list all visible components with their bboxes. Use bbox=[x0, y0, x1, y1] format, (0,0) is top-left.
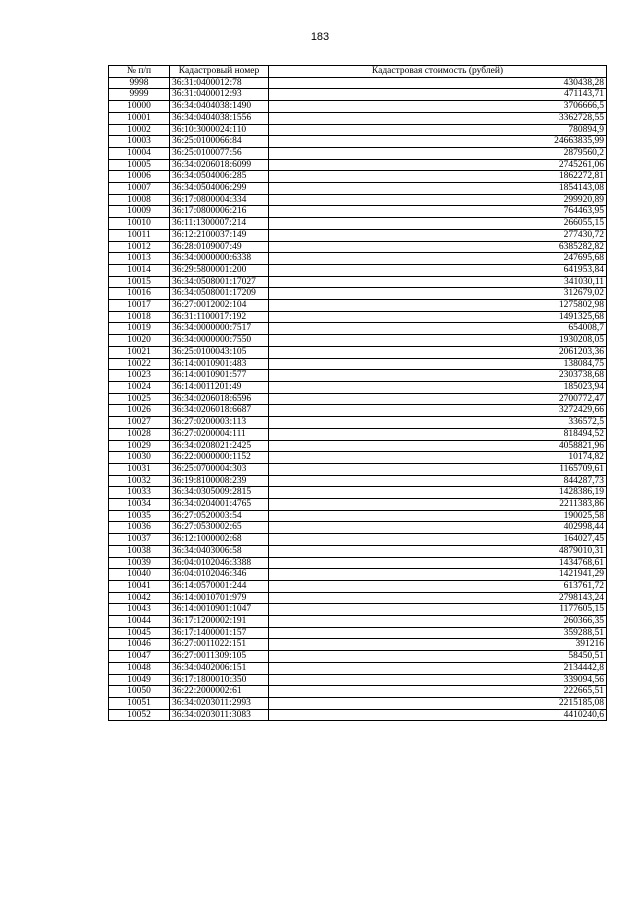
row-number-cell: 9998 bbox=[109, 77, 170, 89]
table-row bbox=[109, 522, 607, 534]
row-number-cell: 10004 bbox=[109, 147, 170, 159]
row-number-cell: 10020 bbox=[109, 335, 170, 347]
table-row bbox=[109, 393, 607, 405]
cadastral-number-cell: 36:34:0206018:6596 bbox=[170, 393, 269, 405]
cadastral-value-cell: 222665,51 bbox=[269, 686, 607, 698]
table-row bbox=[109, 136, 607, 148]
cadastral-number-cell: 36:17:0800004:334 bbox=[170, 194, 269, 206]
row-number-cell: 10050 bbox=[109, 686, 170, 698]
cadastral-value-cell: 1428386,19 bbox=[269, 487, 607, 499]
table-row bbox=[109, 300, 607, 312]
cadastral-number-cell: 36:27:0011309:105 bbox=[170, 651, 269, 663]
cadastral-number-cell: 36:17:1800010:350 bbox=[170, 674, 269, 686]
cadastral-value-cell: 1491325,68 bbox=[269, 311, 607, 323]
row-number-cell: 10026 bbox=[109, 405, 170, 417]
table-row bbox=[109, 206, 607, 218]
cadastral-value-cell: 1177605,15 bbox=[269, 604, 607, 616]
cadastral-value-cell: 2700772,47 bbox=[269, 393, 607, 405]
row-number-cell: 10010 bbox=[109, 218, 170, 230]
cadastral-value-cell: 58450,51 bbox=[269, 651, 607, 663]
row-number-cell: 10048 bbox=[109, 662, 170, 674]
table-row bbox=[109, 697, 607, 709]
table-row bbox=[109, 229, 607, 241]
row-number-cell: 10023 bbox=[109, 370, 170, 382]
cadastral-value-cell: 247695,68 bbox=[269, 253, 607, 265]
cadastral-value-cell: 164027,45 bbox=[269, 534, 607, 546]
cadastral-value-cell: 613761,72 bbox=[269, 580, 607, 592]
table-row bbox=[109, 627, 607, 639]
row-number-cell: 10032 bbox=[109, 475, 170, 487]
cadastral-number-cell: 36:25:0100043:105 bbox=[170, 346, 269, 358]
cadastral-number-cell: 36:31:1100017:192 bbox=[170, 311, 269, 323]
cadastral-value-cell: 10174,82 bbox=[269, 452, 607, 464]
row-number-cell: 10000 bbox=[109, 101, 170, 113]
cadastral-value-cell: 430438,28 bbox=[269, 77, 607, 89]
row-number-cell: 10033 bbox=[109, 487, 170, 499]
table-row bbox=[109, 417, 607, 429]
cadastral-number-cell: 36:34:0508001:17027 bbox=[170, 276, 269, 288]
table-row bbox=[109, 241, 607, 253]
table-row bbox=[109, 569, 607, 581]
cadastral-number-cell: 36:14:0010901:577 bbox=[170, 370, 269, 382]
row-number-cell: 10034 bbox=[109, 499, 170, 511]
row-number-cell: 10009 bbox=[109, 206, 170, 218]
row-number-cell: 10019 bbox=[109, 323, 170, 335]
cadastral-number-cell: 36:31:0400012:93 bbox=[170, 89, 269, 101]
cadastral-value-cell: 1275802,98 bbox=[269, 300, 607, 312]
header-cadastral-value: Кадастровая стоимость (рублей) bbox=[269, 66, 607, 78]
row-number-cell: 10006 bbox=[109, 171, 170, 183]
row-number-cell: 10003 bbox=[109, 136, 170, 148]
cadastral-number-cell: 36:27:0012002:104 bbox=[170, 300, 269, 312]
table-row bbox=[109, 557, 607, 569]
table-row bbox=[109, 101, 607, 113]
cadastral-number-cell: 36:34:0404038:1490 bbox=[170, 101, 269, 113]
cadastral-number-cell: 36:34:0508001:17209 bbox=[170, 288, 269, 300]
table-row bbox=[109, 604, 607, 616]
row-number-cell: 10016 bbox=[109, 288, 170, 300]
table-row bbox=[109, 510, 607, 522]
cadastral-value-cell: 1421941,29 bbox=[269, 569, 607, 581]
row-number-cell: 10046 bbox=[109, 639, 170, 651]
cadastral-number-cell: 36:34:0203011:2993 bbox=[170, 697, 269, 709]
table-row bbox=[109, 592, 607, 604]
row-number-cell: 10041 bbox=[109, 580, 170, 592]
cadastral-value-cell: 6385282,82 bbox=[269, 241, 607, 253]
cadastral-number-cell: 36:34:0208021:2425 bbox=[170, 440, 269, 452]
cadastral-value-cell: 336572,5 bbox=[269, 417, 607, 429]
cadastral-number-cell: 36:14:0011201:49 bbox=[170, 381, 269, 393]
cadastral-value-cell: 138084,75 bbox=[269, 358, 607, 370]
row-number-cell: 10007 bbox=[109, 183, 170, 195]
cadastral-number-cell: 36:27:0520003:54 bbox=[170, 510, 269, 522]
cadastral-value-cell: 844287,73 bbox=[269, 475, 607, 487]
cadastral-number-cell: 36:25:0100066:84 bbox=[170, 136, 269, 148]
table-row bbox=[109, 264, 607, 276]
table-row bbox=[109, 487, 607, 499]
cadastral-value-cell: 359288,51 bbox=[269, 627, 607, 639]
table-row bbox=[109, 370, 607, 382]
cadastral-number-cell: 36:34:0403006:58 bbox=[170, 545, 269, 557]
cadastral-number-cell: 36:34:0206018:6099 bbox=[170, 159, 269, 171]
row-number-cell: 10045 bbox=[109, 627, 170, 639]
cadastral-number-cell: 36:34:0504006:299 bbox=[170, 183, 269, 195]
table-row bbox=[109, 674, 607, 686]
table-row bbox=[109, 651, 607, 663]
cadastral-number-cell: 36:14:0570001:244 bbox=[170, 580, 269, 592]
cadastral-number-cell: 36:14:0010701:979 bbox=[170, 592, 269, 604]
cadastral-value-cell: 471143,71 bbox=[269, 89, 607, 101]
cadastral-number-cell: 36:34:0203011:3083 bbox=[170, 709, 269, 721]
row-number-cell: 9999 bbox=[109, 89, 170, 101]
table-row bbox=[109, 686, 607, 698]
table-row bbox=[109, 545, 607, 557]
row-number-cell: 10043 bbox=[109, 604, 170, 616]
cadastral-number-cell: 36:34:0206018:6687 bbox=[170, 405, 269, 417]
table-row bbox=[109, 112, 607, 124]
row-number-cell: 10017 bbox=[109, 300, 170, 312]
cadastral-value-cell: 299920,89 bbox=[269, 194, 607, 206]
cadastral-number-cell: 36:14:0010901:1047 bbox=[170, 604, 269, 616]
row-number-cell: 10029 bbox=[109, 440, 170, 452]
row-number-cell: 10015 bbox=[109, 276, 170, 288]
cadastral-number-cell: 36:14:0010901:483 bbox=[170, 358, 269, 370]
cadastral-value-cell: 312679,02 bbox=[269, 288, 607, 300]
cadastral-value-cell: 764463,95 bbox=[269, 206, 607, 218]
cadastral-number-cell: 36:22:0000000:1152 bbox=[170, 452, 269, 464]
row-number-cell: 10039 bbox=[109, 557, 170, 569]
cadastral-number-cell: 36:29:5800001:200 bbox=[170, 264, 269, 276]
cadastral-number-cell: 36:27:0530002:65 bbox=[170, 522, 269, 534]
row-number-cell: 10049 bbox=[109, 674, 170, 686]
cadastral-number-cell: 36:12:2100037:149 bbox=[170, 229, 269, 241]
cadastral-value-cell: 780894,9 bbox=[269, 124, 607, 136]
cadastral-number-cell: 36:04:0102046:3388 bbox=[170, 557, 269, 569]
row-number-cell: 10001 bbox=[109, 112, 170, 124]
cadastral-value-cell: 2061203,36 bbox=[269, 346, 607, 358]
row-number-cell: 10013 bbox=[109, 253, 170, 265]
table-row bbox=[109, 346, 607, 358]
cadastral-value-cell: 260366,35 bbox=[269, 616, 607, 628]
row-number-cell: 10042 bbox=[109, 592, 170, 604]
cadastral-number-cell: 36:34:0504006:285 bbox=[170, 171, 269, 183]
cadastral-value-cell: 641953,84 bbox=[269, 264, 607, 276]
table-row bbox=[109, 534, 607, 546]
table-row bbox=[109, 311, 607, 323]
table-row bbox=[109, 77, 607, 89]
cadastral-value-cell: 2798143,24 bbox=[269, 592, 607, 604]
table-row bbox=[109, 662, 607, 674]
cadastral-value-cell: 818494,52 bbox=[269, 428, 607, 440]
cadastral-value-cell: 4879010,31 bbox=[269, 545, 607, 557]
row-number-cell: 10014 bbox=[109, 264, 170, 276]
cadastral-number-cell: 36:17:0800006:216 bbox=[170, 206, 269, 218]
table-row bbox=[109, 323, 607, 335]
header-cadastral-number: Кадастровый номер bbox=[170, 66, 269, 78]
cadastral-number-cell: 36:27:0200003:113 bbox=[170, 417, 269, 429]
table-row bbox=[109, 616, 607, 628]
cadastral-value-cell: 3272429,66 bbox=[269, 405, 607, 417]
cadastral-value-cell: 2303738,68 bbox=[269, 370, 607, 382]
cadastral-value-cell: 190025,58 bbox=[269, 510, 607, 522]
table-row bbox=[109, 463, 607, 475]
cadastral-number-cell: 36:27:0200004:111 bbox=[170, 428, 269, 440]
table-row bbox=[109, 499, 607, 511]
table-row bbox=[109, 452, 607, 464]
table-row bbox=[109, 183, 607, 195]
cadastral-value-cell: 4410240,6 bbox=[269, 709, 607, 721]
cadastral-value-cell: 3706666,5 bbox=[269, 101, 607, 113]
row-number-cell: 10035 bbox=[109, 510, 170, 522]
cadastral-value-cell: 1862272,81 bbox=[269, 171, 607, 183]
page-number: 183 bbox=[310, 31, 330, 43]
cadastral-value-cell: 277430,72 bbox=[269, 229, 607, 241]
cadastral-value-table bbox=[108, 65, 607, 721]
cadastral-value-cell: 391216 bbox=[269, 639, 607, 651]
table-row bbox=[109, 288, 607, 300]
cadastral-value-cell: 1434768,61 bbox=[269, 557, 607, 569]
row-number-cell: 10052 bbox=[109, 709, 170, 721]
cadastral-value-cell: 1165709,61 bbox=[269, 463, 607, 475]
cadastral-number-cell: 36:17:1200002:191 bbox=[170, 616, 269, 628]
table-row bbox=[109, 147, 607, 159]
cadastral-value-cell: 24663835,99 bbox=[269, 136, 607, 148]
cadastral-number-cell: 36:25:0700004:303 bbox=[170, 463, 269, 475]
cadastral-value-cell: 654008,7 bbox=[269, 323, 607, 335]
table-row bbox=[109, 276, 607, 288]
row-number-cell: 10030 bbox=[109, 452, 170, 464]
table-row bbox=[109, 358, 607, 370]
row-number-cell: 10024 bbox=[109, 381, 170, 393]
cadastral-value-cell: 4058821,96 bbox=[269, 440, 607, 452]
cadastral-value-cell: 2215185,08 bbox=[269, 697, 607, 709]
row-number-cell: 10008 bbox=[109, 194, 170, 206]
row-number-cell: 10021 bbox=[109, 346, 170, 358]
cadastral-number-cell: 36:17:1400001:157 bbox=[170, 627, 269, 639]
cadastral-number-cell: 36:04:0102046:346 bbox=[170, 569, 269, 581]
cadastral-value-cell: 341030,11 bbox=[269, 276, 607, 288]
cadastral-number-cell: 36:34:0402006:151 bbox=[170, 662, 269, 674]
table-row bbox=[109, 405, 607, 417]
cadastral-value-cell: 339094,56 bbox=[269, 674, 607, 686]
cadastral-number-cell: 36:34:0000000:7517 bbox=[170, 323, 269, 335]
table-row bbox=[109, 171, 607, 183]
table-row bbox=[109, 475, 607, 487]
cadastral-number-cell: 36:34:0000000:6338 bbox=[170, 253, 269, 265]
cadastral-number-cell: 36:34:0000000:7550 bbox=[170, 335, 269, 347]
cadastral-number-cell: 36:31:0400012:78 bbox=[170, 77, 269, 89]
cadastral-number-cell: 36:25:0100077:56 bbox=[170, 147, 269, 159]
row-number-cell: 10051 bbox=[109, 697, 170, 709]
row-number-cell: 10022 bbox=[109, 358, 170, 370]
row-number-cell: 10044 bbox=[109, 616, 170, 628]
table-row bbox=[109, 440, 607, 452]
row-number-cell: 10047 bbox=[109, 651, 170, 663]
header-row-number: № п/п bbox=[109, 66, 170, 78]
row-number-cell: 10002 bbox=[109, 124, 170, 136]
cadastral-number-cell: 36:34:0404038:1556 bbox=[170, 112, 269, 124]
table-row bbox=[109, 709, 607, 721]
table-row bbox=[109, 580, 607, 592]
table-row bbox=[109, 639, 607, 651]
cadastral-number-cell: 36:34:0305009:2815 bbox=[170, 487, 269, 499]
row-number-cell: 10005 bbox=[109, 159, 170, 171]
row-number-cell: 10018 bbox=[109, 311, 170, 323]
table-row bbox=[109, 381, 607, 393]
cadastral-value-cell: 1930208,05 bbox=[269, 335, 607, 347]
table-row bbox=[109, 335, 607, 347]
row-number-cell: 10040 bbox=[109, 569, 170, 581]
cadastral-value-cell: 3362728,55 bbox=[269, 112, 607, 124]
cadastral-number-cell: 36:28:0109007:49 bbox=[170, 241, 269, 253]
table-header-row bbox=[109, 66, 607, 78]
row-number-cell: 10037 bbox=[109, 534, 170, 546]
row-number-cell: 10011 bbox=[109, 229, 170, 241]
row-number-cell: 10025 bbox=[109, 393, 170, 405]
cadastral-number-cell: 36:22:2000002:61 bbox=[170, 686, 269, 698]
cadastral-value-cell: 402998,44 bbox=[269, 522, 607, 534]
row-number-cell: 10028 bbox=[109, 428, 170, 440]
cadastral-value-cell: 185023,94 bbox=[269, 381, 607, 393]
cadastral-value-cell: 2211383,86 bbox=[269, 499, 607, 511]
cadastral-value-cell: 1854143,08 bbox=[269, 183, 607, 195]
cadastral-number-cell: 36:12:1000002:68 bbox=[170, 534, 269, 546]
cadastral-value-cell: 2745261,06 bbox=[269, 159, 607, 171]
table-row bbox=[109, 253, 607, 265]
cadastral-number-cell: 36:27:0011022:151 bbox=[170, 639, 269, 651]
cadastral-number-cell: 36:11:1300007:214 bbox=[170, 218, 269, 230]
table-row bbox=[109, 89, 607, 101]
row-number-cell: 10012 bbox=[109, 241, 170, 253]
row-number-cell: 10031 bbox=[109, 463, 170, 475]
cadastral-number-cell: 36:19:8100008:239 bbox=[170, 475, 269, 487]
row-number-cell: 10027 bbox=[109, 417, 170, 429]
cadastral-value-cell: 2134442,8 bbox=[269, 662, 607, 674]
table-row bbox=[109, 428, 607, 440]
cadastral-number-cell: 36:34:0204001:4765 bbox=[170, 499, 269, 511]
table-row bbox=[109, 124, 607, 136]
cadastral-value-cell: 266055,15 bbox=[269, 218, 607, 230]
table-row bbox=[109, 159, 607, 171]
table-row bbox=[109, 218, 607, 230]
row-number-cell: 10036 bbox=[109, 522, 170, 534]
table-row bbox=[109, 194, 607, 206]
row-number-cell: 10038 bbox=[109, 545, 170, 557]
cadastral-value-cell: 2879560,2 bbox=[269, 147, 607, 159]
cadastral-number-cell: 36:10:3000024:110 bbox=[170, 124, 269, 136]
